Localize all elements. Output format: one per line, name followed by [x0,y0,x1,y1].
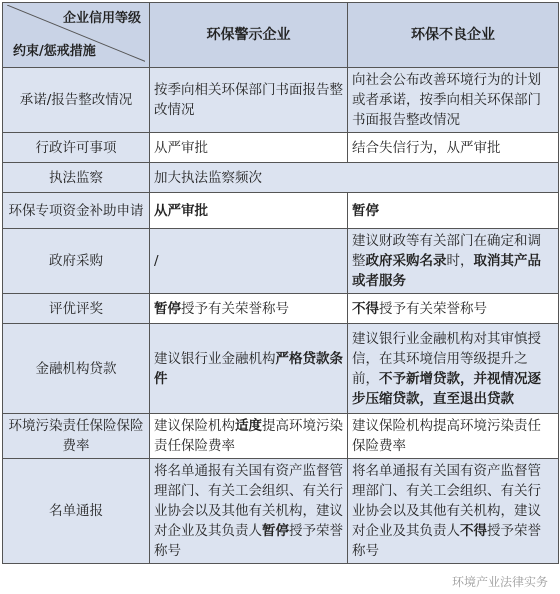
row-label: 政府采购 [3,229,150,294]
row-label: 评优评奖 [3,294,150,324]
warning-cell [150,294,348,324]
emphasis-text: 适度 [235,418,262,434]
bad-cell [348,459,559,564]
warning-cell [150,229,348,294]
emphasis-text: 政府采购名录 [365,253,447,269]
cell-text: 加大执法监察频次 [154,169,262,186]
cell-text: 提高环境污染责任保险费率 [154,418,343,454]
emphasis-text: 不得 [460,523,487,539]
cell-text: 建议银行业金融机构 [154,350,276,367]
emphasis-text: 暂停 [352,202,379,219]
bad-cell [348,414,559,459]
bad-cell [348,193,559,229]
corner-top-label: 企业信用等级 [62,11,141,26]
cell-text: 建议保险机构提高环境污染责任保险费率 [352,418,541,454]
cell-text: 将名单通报有关国有资产监督管理部门、有关工会组织、有关行业协会以及其他有关机构，建议对企业及其负责人 [154,463,343,539]
table-row [3,163,559,193]
column-header-warning: 环保警示企业 [150,3,348,68]
cell-text: 授予荣誉称号 [352,523,541,559]
row-label: 名单通报 [3,459,150,564]
row-label: 环保专项资金补助申请 [3,193,150,229]
row-label: 金融机构贷款 [3,324,150,414]
emphasis-text: 不予新增贷款，并视情况逐步压缩贷款，直至退出贷款 [352,370,541,407]
table-row [3,193,559,229]
bad-cell [348,133,559,163]
emphasis-text: 暂停 [262,523,289,539]
cell-text: 按季向相关环保部门书面报告整改情况 [154,82,343,118]
corner-header-cell [3,3,150,68]
emphasis-text: 暂停 [154,300,181,317]
row-label: 环境污染责任保险保险费率 [3,414,150,459]
warning-cell [150,414,348,459]
merged-cell [150,163,559,193]
emphasis-text: 取消其产品或者服务 [352,253,541,289]
cell-text: 授予荣誉称号 [154,523,343,559]
cell-text: 授予有关荣誉称号 [181,300,289,317]
table-row [3,68,559,133]
warning-cell [150,68,348,133]
table-row [3,459,559,564]
bad-cell [348,294,559,324]
table-row [3,133,559,163]
cell-text: 从严审批 [154,139,208,156]
warning-cell [150,324,348,414]
cell-text: 时， [446,253,474,269]
table-row [3,414,559,459]
cell-text: 建议保险机构 [154,418,235,434]
cell-text: / [154,253,159,269]
row-label: 执法监察 [3,163,150,193]
cell-text: 建议财政等有关部门在确定和调整 [352,233,541,269]
emphasis-text: 从严审批 [154,202,208,219]
row-label: 承诺/报告整改情况 [3,68,150,133]
emphasis-text: 严格贷款条件 [154,350,343,387]
table-row [3,294,559,324]
cell-text: 向社会公布改善环境行为的计划或者承诺，按季向相关环保部门书面报告整改情况 [352,72,541,128]
warning-cell [150,133,348,163]
cell-text: 授予有关荣誉称号 [379,300,487,317]
emphasis-text: 不得 [352,300,379,317]
column-header-bad: 环保不良企业 [348,3,559,68]
warning-cell [150,459,348,564]
cell-text: 结合失信行为，从严审批 [352,139,501,156]
bad-cell [348,68,559,133]
policy-table [2,2,559,564]
table-row [3,229,559,294]
header-row [3,3,559,68]
watermark: 环境产业法律实务 [451,575,548,589]
corner-bottom-label: 约束/惩戒措施 [13,44,96,59]
bad-cell [348,229,559,294]
table-row [3,324,559,414]
cell-text: 建议银行业金融机构对其审慎授信，在其环境信用等级提升之前， [352,330,541,387]
cell-text: 将名单通报有关国有资产监督管理部门、有关工会组织、有关行业协会以及其他有关机构，建议对企业及其负责人 [352,463,541,539]
bad-cell [348,324,559,414]
row-label: 行政许可事项 [3,133,150,163]
warning-cell [150,193,348,229]
